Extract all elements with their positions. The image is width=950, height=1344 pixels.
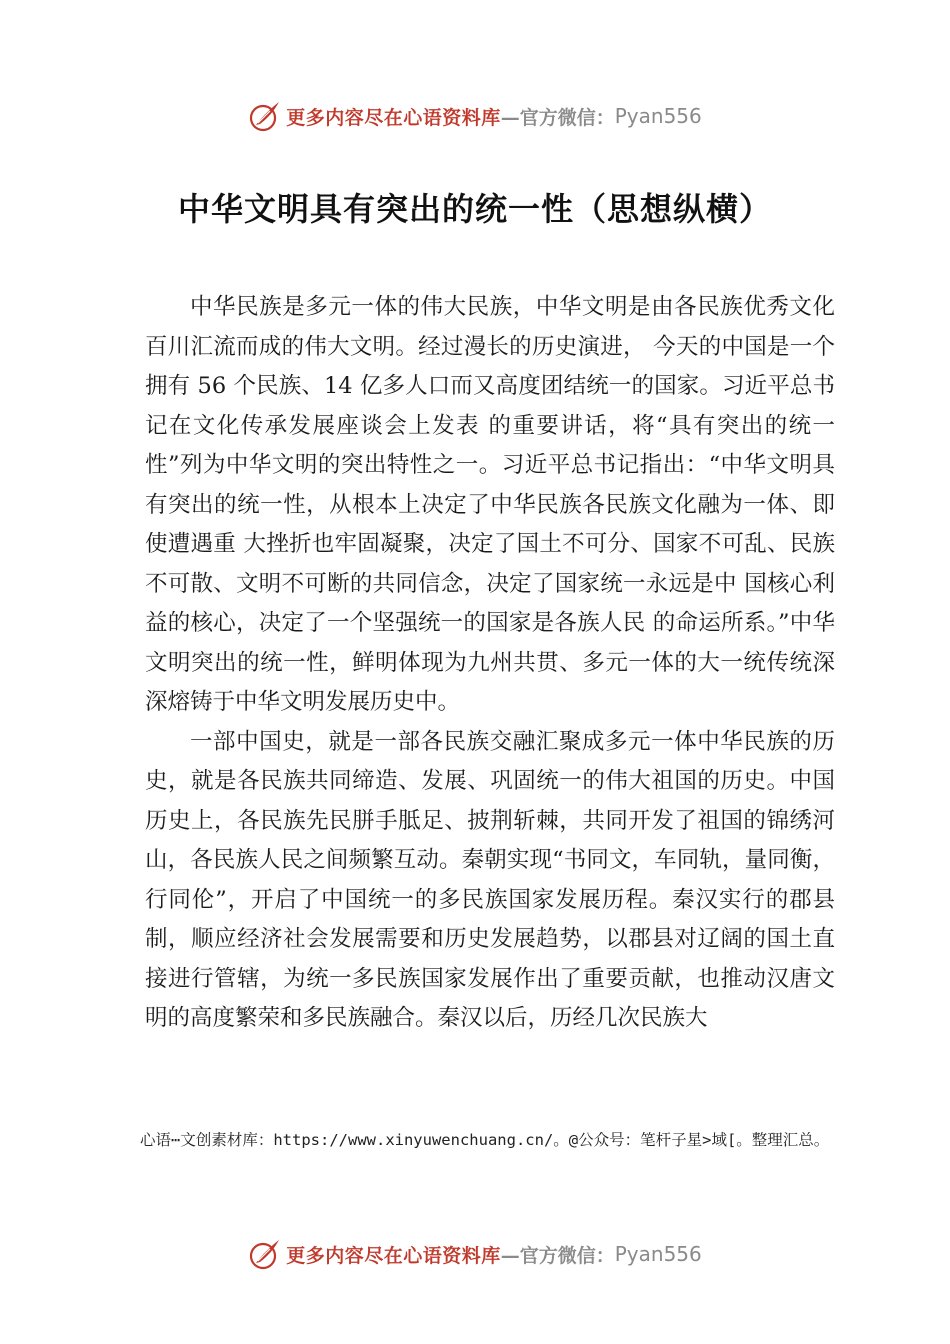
feather-pen-logo-icon (248, 99, 282, 133)
banner-gray-text: —官方微信： (500, 106, 615, 129)
paragraph-2: 一部中国史，就是一部各民族交融汇聚成多元一体中华民族的历史，就是各民族共同缔造、发展、巩固统一的伟大祖国的历史。中国历史上，各民族先民胼手胝足、披荆斩棘，共同开发了祖国的锦绣河山，各民族人民之间频繁互动。秦朝实现“书同文，车同轨，量同衡，行同伦”，开启了中国统一的多民族国家发展历程。秦汉实行的郡县制，顺应经济社会发展需要和历史发展趋势，以郡县对辽阔的国土直接进行管辖，为统一多民族国家发展作出了重要贡献，也推动汉唐文明的高度繁荣和多民族融合。秦汉以后，历经几次民族大 (145, 728, 835, 1031)
header-banner (0, 96, 950, 136)
source-note: 心语⋯文创素材库：https://www.xinyuwenchuang.cn/。@公众号：笔杆子星>域[。整理汇总。 (140, 1131, 830, 1149)
page-title: 中华文明具有突出的统一性（思想纵横） (177, 190, 772, 228)
banner-red-text: 更多内容尽在心语资料库 (286, 1244, 501, 1267)
banner-wechat-id: Pyan556 (614, 104, 702, 128)
feather-pen-logo-icon (248, 1237, 282, 1271)
article-body (145, 288, 835, 1039)
footer-banner (0, 1234, 950, 1274)
banner-gray-text: —官方微信： (500, 1244, 615, 1267)
banner-wechat-id: Pyan556 (614, 1242, 702, 1266)
banner-red-text: 更多内容尽在心语资料库 (286, 106, 501, 129)
paragraph-1: 中华民族是多元一体的伟大民族，中华文明是由各民族优秀文化百川汇流而成的伟大文明。经过漫长的历史演进， 今天的中国是一个拥有 56 个民族、14 亿多人口而又高度团结统一的国家。习近平总书记在文化传承发展座谈会上发表 的重要讲话，将“具有突出的统一性”列为中华文明的突出特性之一。习近平总书记指出：“中华文明具有突出的统一性，从根本上决定了中华民族各民族文化融为一体、即使遭遇重 大挫折也牢固凝聚，决定了国土不可分、国家不可乱、民族 不可散、文明不可断的共同信念，决定了国家统一永远是中 国核心利益的核心，决定了一个坚强统一的国家是各族人民 的命运所系。”中华文明突出的统一性，鲜明体现为九州共贯、多元一体的大一统传统深深熔铸于中华文明发展历史中。 (145, 294, 835, 715)
